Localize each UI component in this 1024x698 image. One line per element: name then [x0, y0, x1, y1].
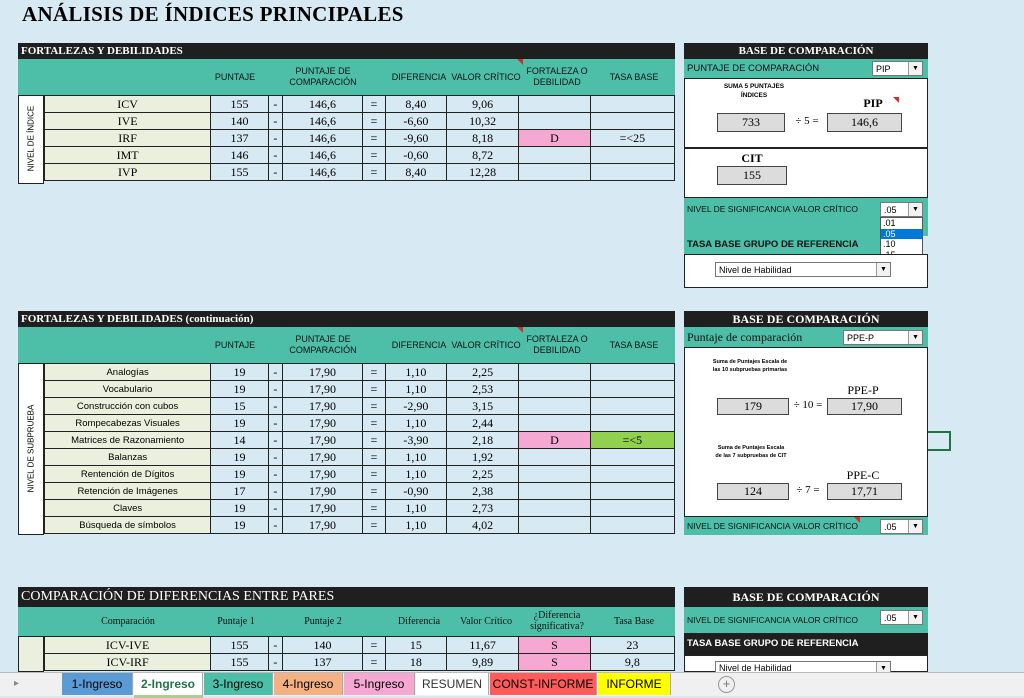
suma-puntajes-value: 733 — [717, 113, 785, 132]
comment-marker — [854, 517, 860, 523]
diferencia-cell[interactable]: 1,10 — [385, 381, 447, 398]
diferencia-cell[interactable]: -2,90 — [385, 398, 447, 415]
valor-critico-cell[interactable]: 4,02 — [447, 517, 519, 534]
equals-sign[interactable]: = — [363, 415, 386, 432]
subtest-table — [44, 363, 675, 534]
diferencia-cell[interactable]: 1,10 — [385, 449, 447, 466]
tasa-base-cell[interactable] — [590, 164, 674, 181]
divide-by-10: ÷ 10 = — [793, 399, 823, 411]
puntaje-cell[interactable]: 19 — [211, 466, 268, 483]
minus-sign[interactable]: - — [268, 364, 282, 381]
equals-sign[interactable]: = — [363, 398, 386, 415]
tasa-base-label: TASA BASE GRUPO DE REFERENCIA — [684, 236, 880, 254]
minus-sign[interactable]: - — [268, 130, 282, 147]
comment-marker — [517, 59, 523, 65]
row-label[interactable]: Vocabulario — [45, 381, 211, 398]
diferencia-cell[interactable]: 18 — [385, 654, 447, 671]
comparacion-cell[interactable]: 17,90 — [283, 398, 363, 415]
nivel-significancia-select-3[interactable] — [880, 610, 923, 625]
fortaleza-debilidad-cell[interactable] — [519, 381, 591, 398]
header-fortaleza-debilidad: FORTALEZA O DEBILIDAD — [526, 334, 588, 355]
diferencia-cell[interactable]: -0,60 — [385, 147, 447, 164]
suma-p-value: 179 — [717, 398, 789, 415]
tasa-base-cell[interactable] — [590, 466, 674, 483]
table-row — [45, 449, 675, 466]
equals-sign[interactable]: = — [363, 164, 386, 181]
tasa-base-cell[interactable]: 23 — [590, 637, 674, 654]
puntaje-cell[interactable]: 19 — [211, 500, 268, 517]
row-label[interactable]: ICV-IRF — [45, 654, 211, 671]
comparacion-cell[interactable]: 146,6 — [283, 130, 363, 147]
table-row — [45, 96, 675, 113]
equals-sign[interactable]: = — [363, 147, 386, 164]
row-label[interactable]: Búsqueda de símbolos — [45, 517, 211, 534]
row-label[interactable]: Balanzas — [45, 449, 211, 466]
table-row — [45, 398, 675, 415]
comparacion-cell[interactable]: 17,90 — [283, 364, 363, 381]
minus-sign[interactable]: - — [268, 432, 282, 449]
valor-critico-cell[interactable]: 8,72 — [447, 147, 519, 164]
header-puntaje-1: Puntaje 1 — [217, 616, 255, 627]
nivel-significancia-select[interactable] — [880, 202, 923, 217]
equals-sign[interactable]: = — [363, 96, 386, 113]
header-puntaje-comparacion: PUNTAJE DE COMPARACIÓN — [289, 334, 357, 355]
table-row — [45, 381, 675, 398]
valor-critico-cell[interactable]: 9,06 — [447, 96, 519, 113]
puntaje-cell[interactable]: 140 — [211, 113, 268, 130]
side-label-nivel-indice: NIVEL DE ÍNDICE — [26, 105, 36, 172]
puntaje-comparacion-select-2[interactable] — [843, 330, 923, 345]
sheet-tab-1-ingreso[interactable]: 1-Ingreso — [62, 673, 133, 695]
active-cell-selection[interactable] — [928, 431, 951, 451]
side-label-box — [18, 636, 44, 672]
table-row — [45, 164, 675, 181]
dropdown-option[interactable]: .01 — [883, 218, 896, 228]
puntaje-comparacion-label: PUNTAJE DE COMPARACIÓN — [687, 63, 820, 74]
tasa-base-cell[interactable] — [590, 96, 674, 113]
header-diferencia-significativa: ¿Diferencia significativa? — [530, 610, 584, 632]
tasa-base-cell[interactable]: =<25 — [590, 130, 674, 147]
chevron-down-icon[interactable]: ▼ — [908, 203, 922, 216]
row-label[interactable]: ICV — [45, 96, 211, 113]
valor-critico-cell[interactable]: 11,67 — [447, 637, 519, 654]
puntaje-cell[interactable]: 19 — [211, 381, 268, 398]
puntaje-cell[interactable]: 146 — [211, 147, 268, 164]
minus-sign[interactable]: - — [268, 113, 282, 130]
comparacion-cell[interactable]: 17,90 — [283, 432, 363, 449]
tasa-base-cell[interactable] — [590, 381, 674, 398]
tasa-base-cell[interactable]: =<5 — [590, 432, 674, 449]
tasa-base-cell[interactable] — [590, 517, 674, 534]
ppe-c-value: 17,71 — [827, 483, 902, 500]
panel1-cit-box — [684, 148, 928, 198]
valor-critico-cell[interactable]: 10,32 — [447, 113, 519, 130]
puntaje-2-cell[interactable]: 137 — [283, 654, 363, 671]
tasa-base-select[interactable] — [715, 262, 891, 277]
equals-sign[interactable]: = — [363, 654, 386, 671]
minus-sign[interactable]: - — [268, 466, 282, 483]
equals-sign[interactable]: = — [363, 432, 386, 449]
sheet-tab-const-informe[interactable]: CONST-INFORME — [490, 673, 597, 695]
tasa-base-cell[interactable] — [590, 483, 674, 500]
equals-sign[interactable]: = — [363, 483, 386, 500]
nivel-significancia-label: NIVEL DE SIGNIFICANCIA VALOR CRÍTICO — [687, 521, 858, 531]
header-puntaje-2: Puntaje 2 — [304, 616, 342, 627]
fortaleza-debilidad-cell[interactable] — [519, 517, 591, 534]
suma-c-value: 124 — [717, 483, 789, 500]
side-label-box — [18, 363, 44, 535]
diferencia-cell[interactable]: -3,90 — [385, 432, 447, 449]
comparacion-cell[interactable]: 17,90 — [283, 466, 363, 483]
minus-sign[interactable]: - — [268, 637, 282, 654]
tasa-base-value: Nivel de Habilidad — [719, 265, 792, 275]
header-tasa-base: TASA BASE — [609, 72, 659, 82]
header-tasa-base: TASA BASE — [609, 340, 659, 350]
minus-sign[interactable]: - — [268, 500, 282, 517]
pip-label: PIP — [863, 96, 883, 110]
table-row — [45, 113, 675, 130]
sheet-tab-3-ingreso[interactable]: 3-Ingreso — [204, 673, 273, 695]
fortaleza-debilidad-cell[interactable] — [519, 483, 591, 500]
divide-by-5: ÷ 5 = — [795, 115, 819, 127]
chevron-down-icon[interactable]: ▼ — [908, 331, 922, 344]
dropdown-option-selected[interactable]: .05 — [881, 229, 922, 240]
row-label[interactable]: ICV-IVE — [45, 637, 211, 654]
table-row — [45, 466, 675, 483]
panel2-body — [684, 347, 928, 517]
table-row — [45, 415, 675, 432]
section1-header-row — [18, 59, 675, 95]
suma-p-label: Suma de Puntajes Escala de las 10 subpruebas primarias — [712, 359, 788, 373]
section3-header-row — [18, 607, 675, 636]
tasa-base-value: Nivel de Habilidad — [719, 663, 792, 673]
header-fortaleza-debilidad: FORTALEZA O DEBILIDAD — [526, 66, 588, 87]
section-title-comparacion-pares: COMPARACIÓN DE DIFERENCIAS ENTRE PARES — [18, 587, 675, 607]
tasa-base-cell[interactable] — [590, 147, 674, 164]
row-label[interactable]: Claves — [45, 500, 211, 517]
row-label[interactable]: IMT — [45, 147, 211, 164]
puntaje-cell[interactable]: 155 — [211, 164, 268, 181]
significativa-cell[interactable]: S — [519, 654, 591, 671]
panel1-pip-box — [684, 78, 928, 148]
comparacion-cell[interactable]: 146,6 — [283, 147, 363, 164]
row-label[interactable]: Retención de Imágenes — [45, 483, 211, 500]
table-row — [45, 364, 675, 381]
valor-critico-cell[interactable]: 2,38 — [447, 483, 519, 500]
minus-sign[interactable]: - — [268, 415, 282, 432]
page-title: ANÁLISIS DE ÍNDICES PRINCIPALES — [22, 2, 404, 26]
header-diferencia: DIFERENCIA — [391, 72, 447, 82]
diferencia-cell[interactable]: -6,60 — [385, 113, 447, 130]
comparacion-cell[interactable]: 17,90 — [283, 415, 363, 432]
row-label[interactable]: IRF — [45, 130, 211, 147]
row-label[interactable]: Construcción con cubos — [45, 398, 211, 415]
fortaleza-debilidad-cell[interactable] — [519, 147, 591, 164]
fortaleza-debilidad-cell[interactable] — [519, 364, 591, 381]
sheet-tab-bar — [0, 672, 1024, 696]
chevron-down-icon[interactable]: ▼ — [876, 662, 890, 672]
strengths-weakness-table — [44, 95, 675, 181]
diferencia-cell[interactable]: -9,60 — [385, 130, 447, 147]
diferencia-cell[interactable]: 1,10 — [385, 415, 447, 432]
equals-sign[interactable]: = — [363, 113, 386, 130]
pair-comparison-table — [44, 636, 675, 671]
header-puntaje-comparacion: PUNTAJE DE COMPARACIÓN — [289, 66, 357, 87]
nivel-significancia-label: NIVEL DE SIGNIFICANCIA VALOR CRÍTICO — [687, 204, 858, 214]
puntaje-cell[interactable]: 14 — [211, 432, 268, 449]
fortaleza-debilidad-cell[interactable]: D — [519, 432, 591, 449]
diferencia-cell[interactable]: 15 — [385, 637, 447, 654]
header-diferencia: Diferencia — [397, 616, 441, 627]
minus-sign[interactable]: - — [268, 381, 282, 398]
valor-critico-cell[interactable]: 2,44 — [447, 415, 519, 432]
diferencia-cell[interactable]: -0,90 — [385, 483, 447, 500]
puntaje-comparacion-value: PPE-P — [847, 333, 875, 343]
table-row — [45, 500, 675, 517]
row-label[interactable]: Rentención de Dígitos — [45, 466, 211, 483]
comparacion-cell[interactable]: 17,90 — [283, 500, 363, 517]
minus-sign[interactable]: - — [268, 449, 282, 466]
valor-critico-cell[interactable]: 2,25 — [447, 466, 519, 483]
sheet-tab-5-ingreso[interactable]: 5-Ingreso — [344, 673, 415, 695]
fortaleza-debilidad-cell[interactable] — [519, 398, 591, 415]
valor-critico-cell[interactable]: 2,53 — [447, 381, 519, 398]
table-row — [45, 432, 675, 449]
row-label[interactable]: Analogías — [45, 364, 211, 381]
comparacion-cell[interactable]: 17,90 — [283, 381, 363, 398]
header-valor-critico: VALOR CRÍTICO — [451, 340, 521, 350]
equals-sign[interactable]: = — [363, 381, 386, 398]
header-diferencia: DIFERENCIA — [391, 340, 447, 350]
equals-sign[interactable]: = — [363, 466, 386, 483]
puntaje-cell[interactable]: 155 — [211, 96, 268, 113]
puntaje-2-cell[interactable]: 140 — [283, 637, 363, 654]
panel2-title: BASE DE COMPARACIÓN — [684, 311, 928, 327]
fortaleza-debilidad-cell[interactable] — [519, 164, 591, 181]
panel1-title: BASE DE COMPARACIÓN — [684, 43, 928, 59]
equals-sign[interactable]: = — [363, 130, 386, 147]
puntaje-cell[interactable]: 17 — [211, 483, 268, 500]
chevron-down-icon[interactable]: ▼ — [908, 611, 922, 624]
valor-critico-cell[interactable]: 8,18 — [447, 130, 519, 147]
tasa-base-cell[interactable] — [590, 113, 674, 130]
chevron-down-icon[interactable]: ▼ — [908, 62, 922, 75]
table-row — [45, 147, 675, 164]
tasa-base-cell[interactable] — [590, 364, 674, 381]
header-tasa-base: Tasa Base — [613, 616, 655, 627]
sheet-tab-informe[interactable]: INFORME — [598, 673, 671, 695]
comparacion-cell[interactable]: 17,90 — [283, 517, 363, 534]
tasa-base-cell[interactable] — [590, 449, 674, 466]
sheet-tab-resumen[interactable]: RESUMEN — [416, 673, 489, 695]
fortaleza-debilidad-cell[interactable] — [519, 466, 591, 483]
cit-label: CIT — [741, 151, 763, 165]
comparacion-cell[interactable]: 146,6 — [283, 164, 363, 181]
row-label[interactable]: Matrices de Razonamiento — [45, 432, 211, 449]
fortaleza-debilidad-cell[interactable]: D — [519, 130, 591, 147]
fortaleza-debilidad-cell[interactable] — [519, 113, 591, 130]
section2-header-row — [18, 327, 675, 363]
puntaje-comparacion-value: PIP — [876, 64, 891, 74]
scroll-right-icon[interactable]: ▸ — [14, 678, 20, 689]
puntaje-cell[interactable]: 19 — [211, 449, 268, 466]
minus-sign[interactable]: - — [268, 517, 282, 534]
fortaleza-debilidad-cell[interactable] — [519, 500, 591, 517]
table-row — [45, 130, 675, 147]
side-label-box — [18, 95, 44, 184]
puntaje-cell[interactable]: 15 — [211, 398, 268, 415]
pip-value: 146,6 — [827, 113, 902, 132]
equals-sign[interactable]: = — [363, 637, 386, 654]
tasa-base-cell[interactable] — [590, 500, 674, 517]
puntaje-cell[interactable]: 19 — [211, 415, 268, 432]
row-label[interactable]: IVP — [45, 164, 211, 181]
suma-puntajes-label: SUMA 5 PUNTAJES ÍNDICES — [723, 83, 785, 99]
puntaje-cell[interactable]: 19 — [211, 517, 268, 534]
tasa-base-cell[interactable] — [590, 398, 674, 415]
sheet-tab-4-ingreso[interactable]: 4-Ingreso — [274, 673, 343, 695]
diferencia-cell[interactable]: 1,10 — [385, 364, 447, 381]
section-title-continuacion: FORTALEZAS Y DEBILIDADES (continuación) — [18, 311, 675, 327]
equals-sign[interactable]: = — [363, 364, 386, 381]
ppe-p-value: 17,90 — [827, 398, 902, 415]
puntaje-cell[interactable]: 137 — [211, 130, 268, 147]
plus-circle-icon[interactable]: + — [718, 676, 735, 693]
valor-critico-cell[interactable]: 2,73 — [447, 500, 519, 517]
puntaje-cell[interactable]: 19 — [211, 364, 268, 381]
valor-critico-cell[interactable]: 2,25 — [447, 364, 519, 381]
valor-critico-cell[interactable]: 1,92 — [447, 449, 519, 466]
suma-c-label: Suma de Puntajes Escala de las 7 subpruebas de CIT — [715, 445, 787, 459]
chevron-down-icon[interactable]: ▼ — [908, 520, 922, 533]
ppe-p-label: PPE-P — [847, 383, 879, 397]
fortaleza-debilidad-cell[interactable] — [519, 96, 591, 113]
equals-sign[interactable]: = — [363, 517, 386, 534]
diferencia-cell[interactable]: 1,10 — [385, 466, 447, 483]
fortaleza-debilidad-cell[interactable] — [519, 415, 591, 432]
minus-sign[interactable]: - — [268, 147, 282, 164]
side-label-nivel-subprueba: NIVEL DE SUBPRUEBA — [26, 404, 36, 493]
row-label[interactable]: IVE — [45, 113, 211, 130]
puntaje-1-cell[interactable]: 155 — [211, 654, 268, 671]
valor-critico-cell[interactable]: 9,89 — [447, 654, 519, 671]
table-row — [45, 517, 675, 534]
sheet-tab-2-ingreso[interactable]: 2-Ingreso — [134, 673, 203, 698]
header-puntaje: PUNTAJE — [214, 340, 256, 350]
equals-sign[interactable]: = — [363, 449, 386, 466]
header-valor-critico: Valor Crítico — [460, 616, 512, 627]
header-comparacion: Comparación — [101, 616, 155, 627]
puntaje-comparacion-select[interactable] — [872, 61, 923, 76]
tasa-base-label-3: TASA BASE GRUPO DE REFERENCIA — [684, 633, 928, 655]
diferencia-cell[interactable]: 1,10 — [385, 517, 447, 534]
diferencia-cell[interactable]: 8,40 — [385, 96, 447, 113]
section-title-fortalezas: FORTALEZAS Y DEBILIDADES — [18, 43, 675, 59]
significativa-cell[interactable]: S — [519, 637, 591, 654]
row-label[interactable]: Rompecabezas Visuales — [45, 415, 211, 432]
puntaje-1-cell[interactable]: 155 — [211, 637, 268, 654]
nivel-significancia-select-2[interactable] — [880, 519, 923, 534]
comparacion-cell[interactable]: 17,90 — [283, 483, 363, 500]
valor-critico-cell[interactable]: 2,18 — [447, 432, 519, 449]
minus-sign[interactable]: - — [268, 96, 282, 113]
comparacion-cell[interactable]: 146,6 — [283, 113, 363, 130]
nivel-significancia-value: .05 — [884, 522, 897, 532]
fortaleza-debilidad-cell[interactable] — [519, 449, 591, 466]
ppe-c-label: PPE-C — [846, 468, 880, 482]
tasa-base-cell[interactable] — [590, 415, 674, 432]
cit-value: 155 — [717, 166, 787, 185]
comment-marker — [893, 97, 899, 103]
comment-marker — [517, 327, 523, 333]
puntaje-comparacion-label: Puntaje de comparación — [687, 330, 803, 344]
minus-sign[interactable]: - — [268, 654, 282, 671]
nivel-significancia-value: .05 — [884, 205, 897, 215]
valor-critico-cell[interactable]: 12,28 — [447, 164, 519, 181]
dropdown-option[interactable]: .10 — [883, 239, 896, 249]
table-row — [45, 483, 675, 500]
comparacion-cell[interactable]: 17,90 — [283, 449, 363, 466]
diferencia-cell[interactable]: 1,10 — [385, 500, 447, 517]
header-puntaje: PUNTAJE — [214, 72, 256, 82]
header-valor-critico: VALOR CRÍTICO — [451, 72, 521, 82]
minus-sign[interactable]: - — [268, 164, 282, 181]
chevron-down-icon[interactable]: ▼ — [876, 263, 890, 276]
diferencia-cell[interactable]: 8,40 — [385, 164, 447, 181]
valor-critico-cell[interactable]: 3,15 — [447, 398, 519, 415]
minus-sign[interactable]: - — [268, 483, 282, 500]
comparacion-cell[interactable]: 146,6 — [283, 96, 363, 113]
equals-sign[interactable]: = — [363, 500, 386, 517]
divide-by-7: ÷ 7 = — [796, 484, 820, 496]
minus-sign[interactable]: - — [268, 398, 282, 415]
tasa-base-cell[interactable]: 9,8 — [590, 654, 674, 671]
table-row — [45, 654, 675, 671]
panel3-tasa-box — [684, 655, 928, 672]
nivel-significancia-value: .05 — [884, 613, 897, 623]
panel1-tasa-box — [684, 254, 928, 288]
table-row — [45, 637, 675, 654]
nivel-significancia-label: NIVEL DE SIGNIFICANCIA VALOR CRÍTICO — [687, 615, 858, 625]
panel3-title: BASE DE COMPARACIÓN — [684, 587, 928, 607]
